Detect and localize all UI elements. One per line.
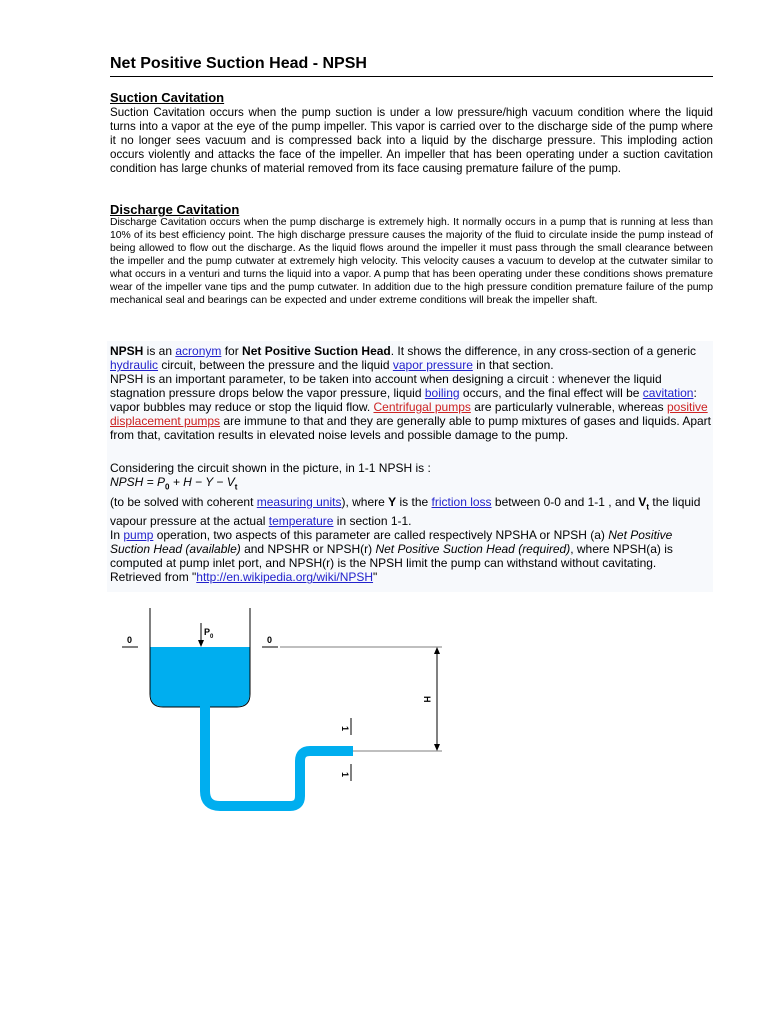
text-fragment: are immune to that and they are generally able to pump mixtures of gases and liquids. Apart from that, cavitation results in elevated noise levels and possible damage to the pump. (110, 414, 712, 442)
label-0-right: 0 (267, 635, 273, 645)
link-measuring-units[interactable]: measuring units (256, 495, 342, 509)
text-fragment: (to be solved with coherent (110, 495, 257, 509)
text-fragment: In (110, 528, 124, 543)
pressure-arrow-head (198, 640, 204, 647)
text-fragment: in section 1-1. (333, 514, 412, 529)
npsh-term: NPSH (110, 344, 144, 358)
text-fragment: circuit, between the pressure and the liquid (158, 358, 393, 372)
npsh-full-name: Net Positive Suction Head (242, 344, 391, 358)
link-temperature[interactable]: temperature (268, 514, 334, 529)
suction-cavitation-text: Suction Cavitation occurs when the pump suction is under a low pressure/high vacuum condition where the liquid turns into a vapor at the eye of the pump impeller. This vapor is carried over to the discharge side of the pump where it no longer sees vacuum and is compressed back into a liquid by the discharge pressure. This imploding action occurs violently and attacks the face of the impeller. An impeller that has been operating under a suction cavitation condition has large chunks of material removed from its face causing premature failure of the pump. (110, 106, 713, 175)
link-centrifugal-pumps[interactable]: Centrifugal pumps (373, 400, 471, 414)
text-fragment: is an (143, 344, 176, 358)
link-pump[interactable]: pump (123, 528, 154, 543)
page-title: Net Positive Suction Head - NPSH (110, 55, 713, 77)
link-source-url[interactable]: http://en.wikipedia.org/wiki/NPSH (196, 570, 374, 585)
text-fragment: Considering the circuit shown in the picture, in 1-1 NPSH is : (110, 461, 431, 475)
text-fragment: Retrieved from " (110, 570, 197, 585)
link-cavitation[interactable]: cavitation (642, 386, 694, 400)
npsh-circuit-figure (110, 604, 453, 814)
text-fragment: between 0-0 and 1-1 , and (491, 495, 639, 509)
text-fragment: occurs, and the final effect will be (459, 386, 643, 400)
text-fragment: are particularly vulnerable, whereas (470, 400, 667, 414)
text-fragment: the liquid vapour pressure at the actual (110, 495, 701, 529)
discharge-cavitation-heading: Discharge Cavitation (110, 202, 240, 217)
y-term: Y (388, 495, 397, 509)
text-fragment: ), where (341, 495, 389, 509)
text-fragment: + H − Y − V (169, 475, 235, 489)
text-fragment: operation, two aspects of this parameter are called respectively NPSHA or NPSH (a) (153, 528, 609, 543)
link-vapor-pressure[interactable]: vapor pressure (392, 358, 473, 372)
link-positive-displacement-pumps[interactable]: positive displacement pumps (110, 400, 708, 428)
text-fragment: " (373, 570, 378, 585)
discharge-cavitation-text: Discharge Cavitation occurs when the pump discharge is extremely high. It normally occurs in a pump that is running at less than 10% of its best efficiency point. The high discharge pressure causes the majority of the fluid to circulate inside the pump instead of being allowed to flow out the discharge. As the liquid flows around the impeller it must pass through the small clearance between the impeller and the pump cutwater at extremely high velocity. This velocity causes a vacuum to develop at the cutwater similar to what occurs in a venturi and turns the liquid into a vapor. A pump that has been operating under these conditions shows premature wear of the impeller vane tips and the pump cutwater. In addition due to the high pressure condition premature failure of the pump mechanical seal and bearings can be expected and under extreme conditions will break the impeller shaft. (110, 217, 713, 306)
height-arrow-bottom (434, 744, 440, 751)
label-1-bottom: 1 (340, 772, 350, 778)
label-0-left: 0 (127, 635, 133, 645)
label-h: H (422, 696, 432, 703)
text-fragment: : vapor bubbles may reduce or stop the liquid flow. (110, 386, 697, 414)
vt-term: V (638, 495, 647, 509)
npshr-name: Net Positive Suction Head (required) (375, 542, 571, 557)
suction-pipe (205, 704, 353, 806)
npsh-formula (110, 475, 238, 492)
npsha-name: Net Positive Suction Head (available) (110, 528, 673, 557)
height-arrow-top (434, 647, 440, 654)
link-acronym[interactable]: acronym (175, 344, 222, 358)
text-fragment: NPSH (110, 475, 144, 489)
label-1-top: 1 (340, 726, 350, 732)
text-fragment: is the (396, 495, 432, 509)
text-fragment: in that section. (472, 358, 554, 372)
label-p0: $P_0$ (204, 627, 214, 640)
link-friction-loss[interactable]: friction loss (431, 495, 492, 509)
npsh-formula-paragraph (110, 461, 713, 494)
text-fragment: = (143, 475, 158, 489)
text-fragment: P (157, 475, 166, 489)
text-fragment: t (646, 502, 650, 512)
npsh-circuit-diagram (110, 604, 453, 814)
text-fragment: for (221, 344, 243, 358)
link-boiling[interactable]: boiling (424, 386, 460, 400)
text-fragment: NPSH is an important parameter, to be taken into account when designing a circuit : whenever the liquid stagnation pressure drops below the vapor pressure, liquid (110, 372, 662, 400)
tank-liquid (151, 647, 250, 707)
text-fragment: and NPSHR or NPSH(r) (240, 542, 376, 557)
text-fragment: , where NPSH(a) is computed at pump inlet port, and NPSH(r) is the NPSH limit the pump can withstand without cavitating. (110, 542, 673, 571)
text-fragment: t (234, 482, 238, 492)
suction-cavitation-heading: Suction Cavitation (110, 90, 225, 105)
text-fragment: . It shows the difference, in any cross-section of a generic (390, 344, 697, 358)
link-hydraulic[interactable]: hydraulic (110, 358, 159, 372)
npsh-definition-paragraph (110, 344, 713, 442)
text-fragment: 0 (165, 482, 170, 492)
npsh-explanation-paragraph (110, 495, 713, 584)
